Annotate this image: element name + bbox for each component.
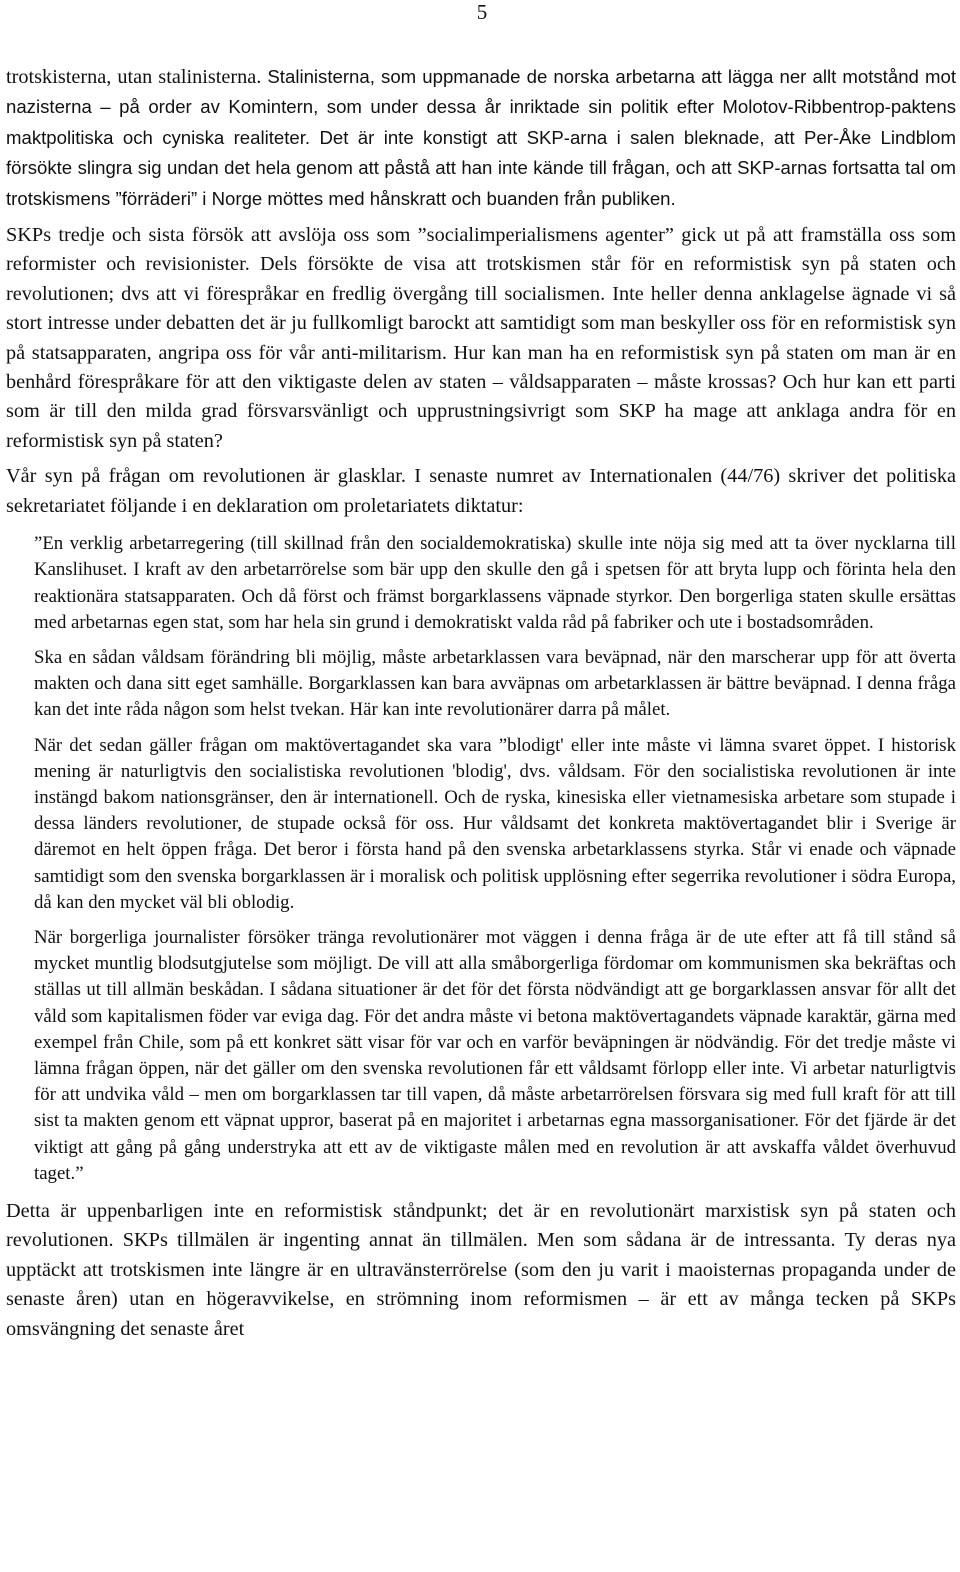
block-quote <box>34 531 956 1187</box>
quote-paragraph-4: När borgerliga journalister försöker tränga revolutionärer mot väggen i denna fråga är de ute efter att få till stånd så mycket muntlig blodsutgjutelse som möjligt. De vill att alla småborgerliga fördomar om kommunismen ska bekräftas och ställas ut till allmän beskådan. I sådana situationer är det för det första nödvändigt att ge borgarklassen ansvar för allt det våld som kapitalismen föder var eviga dag. För det andra måste vi betona maktövertagandets väpnade karaktär, gärna med exempel från Chile, som på ett konkret sätt visar för var och en varför beväpningen är nödvändig. För det tredje måste vi lämna frågan öppen, när det gäller om den svenska revolutionen får ett våldsamt förlopp eller inte. Vi arbetar naturligtvis för att undvika våld – men om borgarklassen tar till vapen, då måste arbetarrörelsen försvara sig med full kraft för att till sist ta makten genom ett väpnat uppror, baserat på en majoritet i arbetarnas egna massorganisationer. För det fjärde är det viktigt att gång på gång understryka att ett av de viktigaste målen med en revolution är att avskaffa våldet överhuvud taget.” <box>34 926 956 1184</box>
quote-paragraph-2: Ska en sådan våldsam förändring bli möjlig, måste arbetarklassen vara beväpnad, när den marscherar upp för att överta makten och dana sitt eget samhälle. Borgarklassen kan bara avväpnas om arbetarklassen är bättre beväpnad. I denna fråga kan det inte råda någon som helst tvekan. Här kan inte revolutionärer darra på målet. <box>34 646 956 721</box>
document-body <box>6 62 956 1344</box>
paragraph-4: Detta är uppenbarligen inte en reformistisk ståndpunkt; det är en revolutionärt marxistisk syn på staten och revolutionen. SKPs tillmälen är ingenting annat än tillmälen. Men som sådana är de intressanta. Ty deras nya upptäckt att trotskismen inte längre är en ultravänsterrörelse (som den ju varit i maoisternas propaganda under de senaste åren) utan en högeravvikelse, en strömning inom reformismen – är ett av många tecken på SKPs omsvängning det senaste året <box>6 1199 956 1340</box>
paragraph-1-sans-part: Stalinisterna, som uppmanade de norska arbetarna att lägga ner allt motstånd mot nazisterna – på order av Komintern, som under dessa år inriktade sin politik efter Molotov-Ribbentrop-paktens maktpolitiska och cyniska realiteter. Det är inte konstigt att SKP-arna i salen bleknade, att Per-Åke Lindblom försökte slingra sig undan det hela genom att påstå att han inte kände till frågan, och att SKP-arnas fortsatta tal om trotskismens ”förräderi” i Norge möttes med hånskratt och buanden från publiken. <box>6 66 956 209</box>
page-number: 5 <box>476 0 488 24</box>
paragraph-1 <box>6 62 956 214</box>
paragraph-1-serif-start: trotskisterna, utan stalinisterna. <box>6 66 268 88</box>
paragraph-3: Vår syn på frågan om revolutionen är glasklar. I senaste numret av Internationalen (44/76) skriver det politiska sekretariatet följande i en deklaration om proletariatets diktatur: <box>6 465 956 517</box>
quote-paragraph-3: När det sedan gäller frågan om maktövertagandet ska vara ”blodigt' eller inte måste vi lämna svaret öppet. I historisk mening är naturligtvis den socialistiska revolutionen 'blodig', dvs. våldsam. För den socialistiska revolutionen är inte instängd bakom nationsgränser, den är internationell. Och de ryska, kinesiska eller vietnamesiska arbetare som stupade i dessa länders revolutioner, de stupade också för oss. Hur våldsamt det konkreta maktövertagandet blir i Sverige är däremot en helt öppen fråga. Det beror i första hand på den svenska arbetarklassens styrka. Står vi enade och väpnade samtidigt som den svenska borgarklassen är i moralisk och politisk upplösning efter segerrika revolutioner i södra Europa, då kan den mycket väl bli oblodig. <box>34 734 956 913</box>
paragraph-2: SKPs tredje och sista försök att avslöja oss som ”socialimperialismens agenter” gick ut på att framställa oss som reformister och revisionister. Dels försökte de visa att trotskismen står för en reformistisk syn på staten och revolutionen; dvs att vi förespråkar en fredlig övergång till socialismen. Inte heller denna anklagelse ägnade vi så stort intresse under debatten det är ju fullkomligt barockt att samtidigt som man beskyller oss för en reformistisk syn på statsapparaten, angripa oss för vår anti-militarism. Hur kan man ha en reformistisk syn på staten om man är en benhård förespråkare för att den viktigaste delen av staten – våldsapparaten – måste krossas? Och hur kan ett parti som är till den milda grad försvarsvänligt och upprustningsivrigt som SKP ha mage att anklaga andra för en reformistisk syn på staten? <box>6 224 956 452</box>
quote-paragraph-1: ”En verklig arbetarregering (till skillnad från den socialdemokratiska) skulle inte nöja sig med att ta över nycklarna till Kanslihuset. I kraft av den arbetarrörelse som bär upp den skulle den gå i spetsen för att bryta lupp och förinta hela den reaktionära statsapparaten. Och då först och främst borgarklassens väpnade styrkor. Den borgerliga staten skulle ersättas med arbetarnas egen stat, som har hela sin grund i demokratiskt valda råd på fabriker och ute i bostadsområden. <box>34 533 956 633</box>
